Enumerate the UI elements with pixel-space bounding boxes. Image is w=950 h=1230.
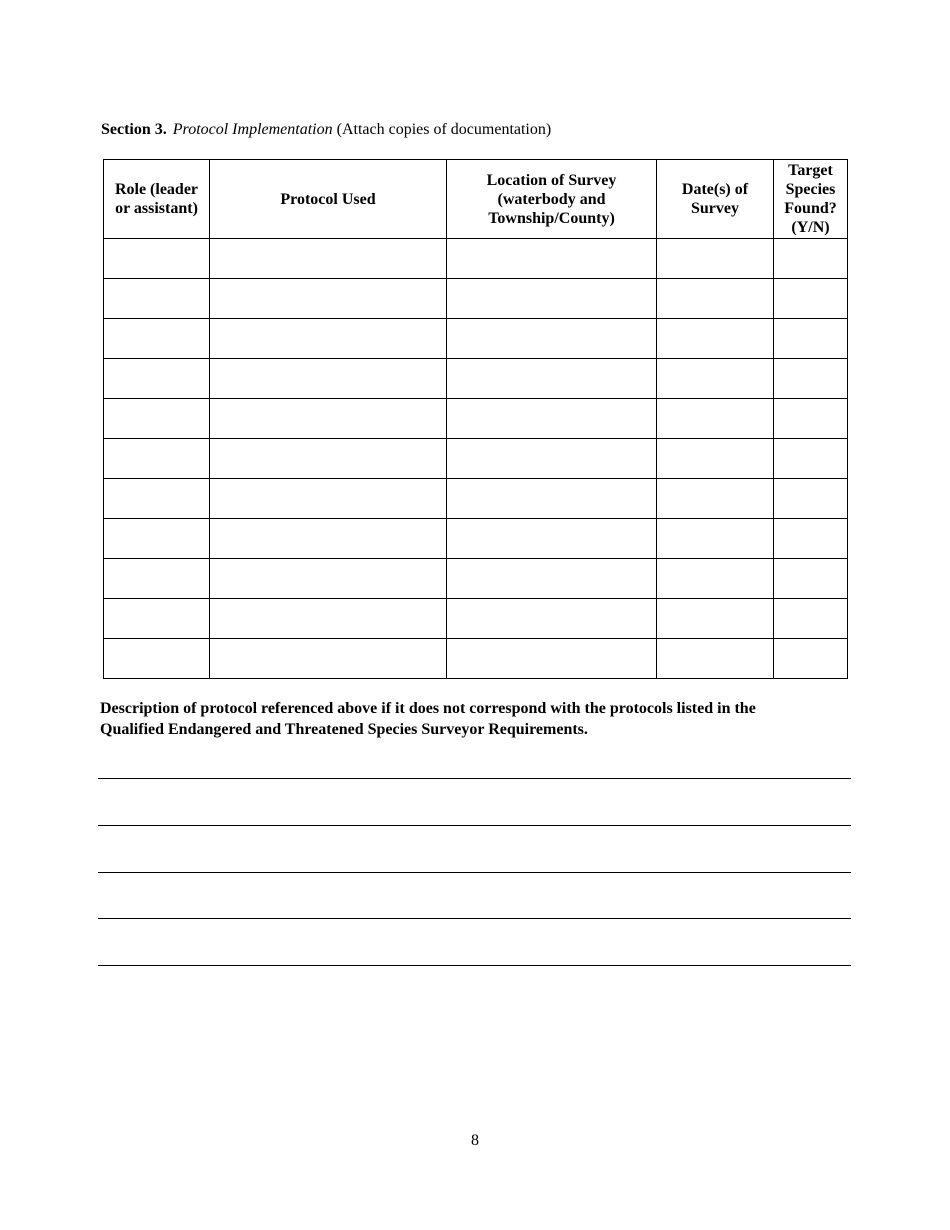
- table-row: [104, 479, 848, 519]
- table-row: [104, 399, 848, 439]
- cell-target-species[interactable]: [774, 639, 848, 679]
- cell-location[interactable]: [447, 279, 657, 319]
- cell-target-species[interactable]: [774, 319, 848, 359]
- column-header-protocol: Protocol Used: [210, 160, 447, 239]
- cell-role[interactable]: [104, 359, 210, 399]
- cell-location[interactable]: [447, 519, 657, 559]
- cell-role[interactable]: [104, 279, 210, 319]
- table-row: [104, 359, 848, 399]
- cell-location[interactable]: [447, 639, 657, 679]
- cell-protocol[interactable]: [210, 399, 447, 439]
- cell-dates[interactable]: [657, 639, 774, 679]
- cell-target-species[interactable]: [774, 559, 848, 599]
- cell-role[interactable]: [104, 399, 210, 439]
- cell-dates[interactable]: [657, 519, 774, 559]
- cell-dates[interactable]: [657, 559, 774, 599]
- cell-protocol[interactable]: [210, 559, 447, 599]
- cell-role[interactable]: [104, 639, 210, 679]
- table-row: [104, 279, 848, 319]
- answer-line[interactable]: [98, 778, 851, 779]
- description-line-1: Description of protocol referenced above if it does not correspond with the protocols listed in the: [100, 700, 756, 717]
- cell-dates[interactable]: [657, 319, 774, 359]
- cell-location[interactable]: [447, 439, 657, 479]
- cell-location[interactable]: [447, 319, 657, 359]
- section-label: Section 3.: [101, 121, 167, 138]
- cell-protocol[interactable]: [210, 359, 447, 399]
- cell-target-species[interactable]: [774, 439, 848, 479]
- answer-line[interactable]: [98, 872, 851, 873]
- cell-protocol[interactable]: [210, 639, 447, 679]
- cell-protocol[interactable]: [210, 439, 447, 479]
- cell-role[interactable]: [104, 599, 210, 639]
- column-header-target-species: Target Species Found? (Y/N): [774, 160, 848, 239]
- description-line-2: Qualified Endangered and Threatened Species Surveyor Requirements.: [100, 721, 588, 738]
- cell-protocol[interactable]: [210, 319, 447, 359]
- cell-dates[interactable]: [657, 599, 774, 639]
- cell-target-species[interactable]: [774, 399, 848, 439]
- cell-target-species[interactable]: [774, 239, 848, 279]
- cell-location[interactable]: [447, 559, 657, 599]
- section-title: Protocol Implementation: [172, 121, 333, 138]
- cell-target-species[interactable]: [774, 279, 848, 319]
- cell-role[interactable]: [104, 439, 210, 479]
- cell-role[interactable]: [104, 239, 210, 279]
- column-header-dates: Date(s) of Survey: [657, 160, 774, 239]
- page-number: 8: [471, 1132, 479, 1149]
- table-row: [104, 239, 848, 279]
- section-note: (Attach copies of documentation): [332, 121, 552, 138]
- protocol-table: [103, 159, 848, 679]
- cell-role[interactable]: [104, 479, 210, 519]
- column-header-role: Role (leader or assistant): [104, 160, 210, 239]
- cell-role[interactable]: [104, 559, 210, 599]
- answer-line[interactable]: [98, 965, 851, 966]
- table-row: [104, 439, 848, 479]
- cell-dates[interactable]: [657, 399, 774, 439]
- cell-protocol[interactable]: [210, 599, 447, 639]
- cell-protocol[interactable]: [210, 519, 447, 559]
- cell-location[interactable]: [447, 239, 657, 279]
- cell-protocol[interactable]: [210, 239, 447, 279]
- cell-target-species[interactable]: [774, 479, 848, 519]
- section-heading: [101, 120, 551, 140]
- cell-role[interactable]: [104, 319, 210, 359]
- cell-location[interactable]: [447, 399, 657, 439]
- cell-target-species[interactable]: [774, 359, 848, 399]
- table-header-row: [104, 160, 848, 239]
- cell-protocol[interactable]: [210, 279, 447, 319]
- cell-role[interactable]: [104, 519, 210, 559]
- table-row: [104, 639, 848, 679]
- cell-dates[interactable]: [657, 439, 774, 479]
- cell-location[interactable]: [447, 479, 657, 519]
- answer-line[interactable]: [98, 918, 851, 919]
- cell-location[interactable]: [447, 599, 657, 639]
- table-row: [104, 519, 848, 559]
- cell-location[interactable]: [447, 359, 657, 399]
- cell-dates[interactable]: [657, 479, 774, 519]
- cell-target-species[interactable]: [774, 519, 848, 559]
- column-header-location: Location of Survey (waterbody and Township/County): [447, 160, 657, 239]
- description-prompt: [100, 698, 840, 740]
- table-body: [104, 239, 848, 679]
- cell-target-species[interactable]: [774, 599, 848, 639]
- answer-line[interactable]: [98, 825, 851, 826]
- table-row: [104, 559, 848, 599]
- cell-dates[interactable]: [657, 239, 774, 279]
- cell-dates[interactable]: [657, 359, 774, 399]
- table-row: [104, 599, 848, 639]
- table-row: [104, 319, 848, 359]
- cell-protocol[interactable]: [210, 479, 447, 519]
- cell-dates[interactable]: [657, 279, 774, 319]
